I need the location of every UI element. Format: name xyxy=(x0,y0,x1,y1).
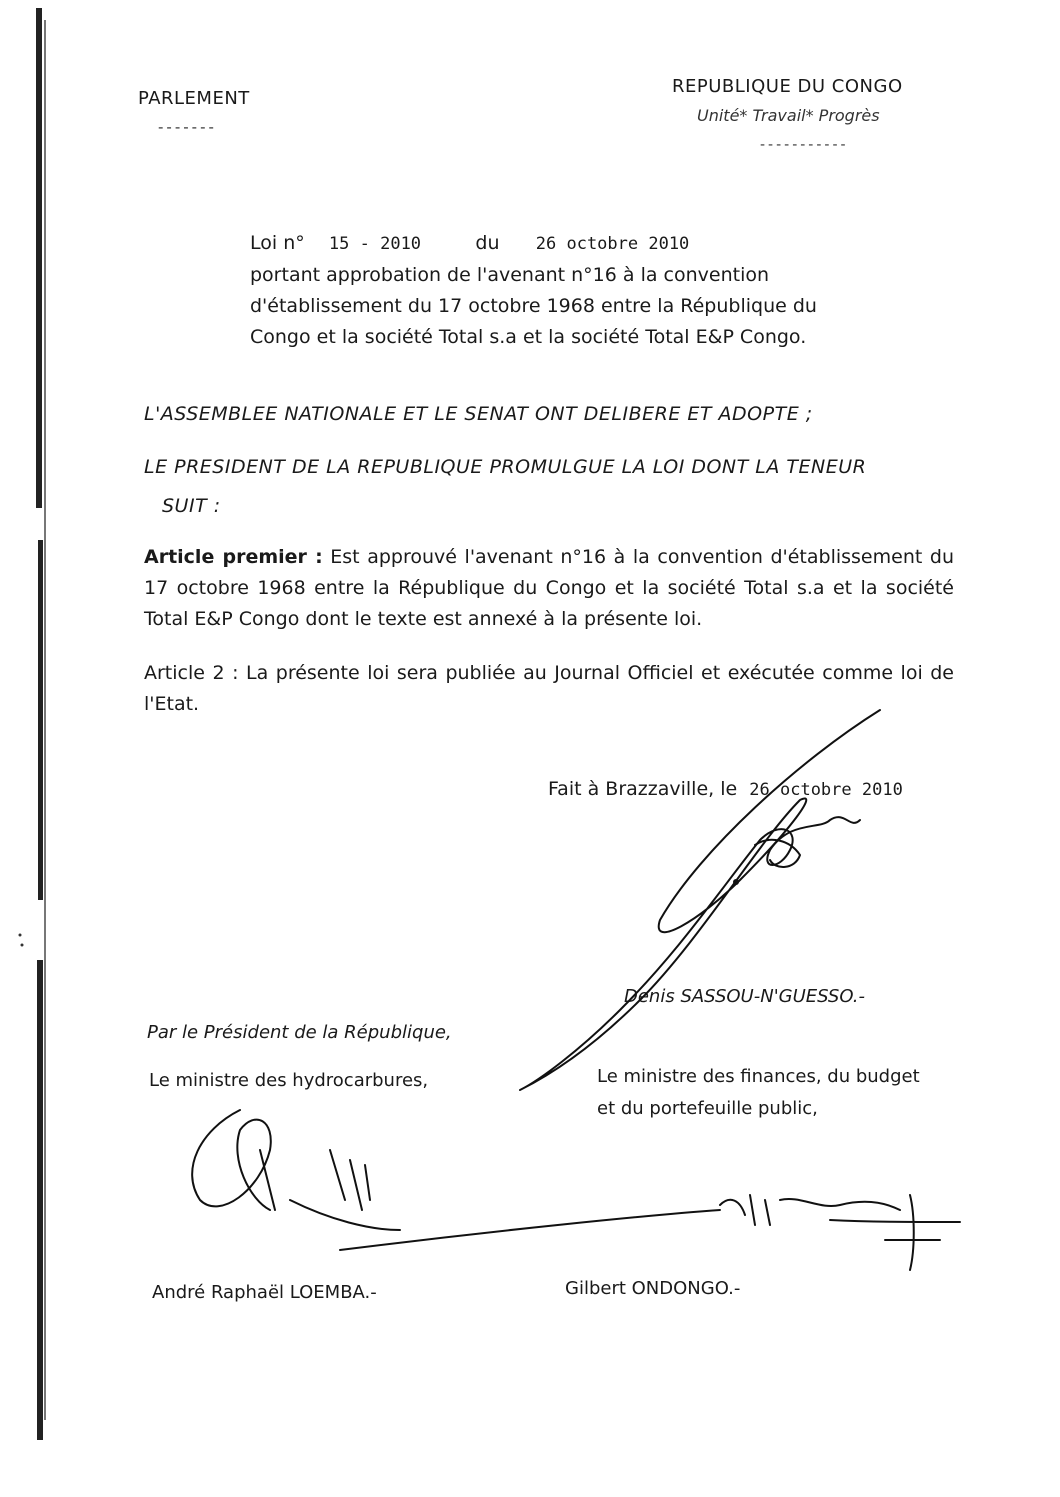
signing-place: Fait à Brazzaville, le xyxy=(548,778,738,800)
signing-place-date xyxy=(548,780,903,799)
parliament-label: PARLEMENT xyxy=(138,88,250,109)
minister-finance-title-line-1: Le ministre des finances, du budget xyxy=(597,1066,920,1087)
president-statement-line-2: SUIT : xyxy=(162,495,221,517)
law-number: 15 - 2010 xyxy=(328,234,422,254)
header-left-divider: ------- xyxy=(158,118,217,136)
law-du: du xyxy=(475,232,500,254)
signing-date: 26 octobre 2010 xyxy=(749,780,903,800)
president-name: Denis SASSOU-N'GUESSO.- xyxy=(624,986,866,1007)
law-title-line-3: d'établissement du 17 octobre 1968 entre la République du xyxy=(250,295,817,317)
minister-finance-name: Gilbert ONDONGO.- xyxy=(565,1278,741,1299)
republic-label: REPUBLIQUE DU CONGO xyxy=(672,76,903,97)
minister-finance-signature xyxy=(720,1195,960,1270)
par-le-president: Par le Président de la République, xyxy=(147,1022,452,1043)
minister-hydrocarbons-title: Le ministre des hydrocarbures, xyxy=(149,1070,429,1091)
law-date: 26 octobre 2010 xyxy=(535,234,690,254)
header-right-divider: ----------- xyxy=(760,137,849,153)
president-statement-line-1: LE PRESIDENT DE LA REPUBLIQUE PROMULGUE LA LOI DONT LA TENEUR xyxy=(144,456,867,478)
scan-edge-artifact xyxy=(0,0,60,1497)
law-title xyxy=(250,228,870,353)
minister-hydrocarbons-name: André Raphaël LOEMBA.- xyxy=(152,1282,377,1303)
article-1-label: Article premier : xyxy=(144,546,323,568)
article-2-label: Article 2 : xyxy=(144,662,239,684)
minister-finance-title-line-2: et du portefeuille public, xyxy=(597,1098,818,1119)
law-number-line xyxy=(250,228,870,260)
assembly-statement: L'ASSEMBLEE NATIONALE ET LE SENAT ONT DELIBERE ET ADOPTE ; xyxy=(144,403,813,425)
article-1 xyxy=(144,542,954,635)
minister-hydrocarbons-signature xyxy=(192,1110,720,1250)
national-motto: Unité* Travail* Progrès xyxy=(697,106,880,125)
law-title-line-2: portant approbation de l'avenant n°16 à la convention xyxy=(250,264,770,286)
law-title-line-4: Congo et la société Total s.a et la société Total E&P Congo. xyxy=(250,326,807,348)
article-2 xyxy=(144,658,954,720)
law-prefix: Loi n° xyxy=(250,232,305,254)
article-2-text: La présente loi sera publiée au Journal Officiel et exécutée comme loi de l'Etat. xyxy=(144,662,954,715)
president-signature xyxy=(520,710,880,1090)
article-1-text: Est approuvé l'avenant n°16 à la convention d'établissement du 17 octobre 1968 entre la République du Congo et la société Total s.a et la société Total E&P Congo dont le texte est annexé à la présente loi. xyxy=(144,546,954,630)
